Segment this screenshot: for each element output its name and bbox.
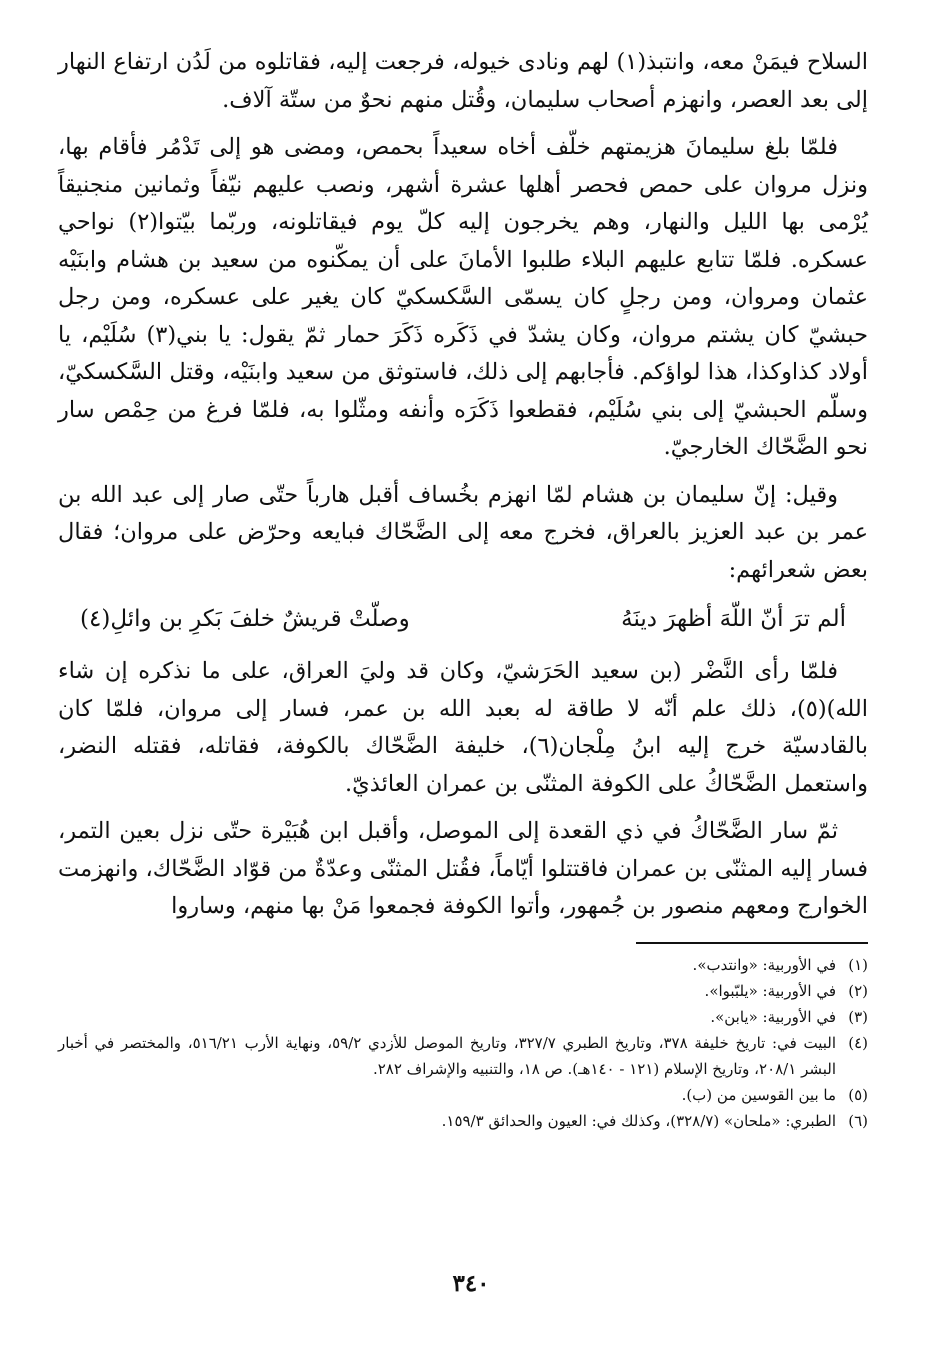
footnote-number: (٤) (848, 1033, 868, 1052)
verse-first-hemistich: ألم ترَ أنّ اللّهَ أظهرَ دينَهُ (621, 606, 846, 632)
paragraph-4: فلمّا رأى النَّضْر (بن سعيد الحَرَشيّ، وكان قد وليَ العراق، على ما نذكره إن شاء الله)(٥)، ذلك علم أنّه لا طاقة له بعبد الله بن عمر، فسار إلى مروان، فلمّا كان بالقادسيّة خرج إليه ابنُ مِلْجان(٦)، خليفة الضَّحّاك بالكوفة، فقاتله، فقتله النضر، واستعمل الضَّحّاكُ على الكوفة المثنّى بن عمران العائذيّ. (58, 658, 868, 797)
footnote-number: (٥) (848, 1085, 868, 1104)
verse-second-hemistich: وصلّتْ قريشٌ خلفَ بَكرِ بن وائلِ(٤) (80, 606, 410, 632)
footnote-number: (٣) (848, 1007, 868, 1026)
paragraph-2: فلمّا بلغ سليمانَ هزيمتهم خلّف أخاه سعيداً بحمص، ومضى هو إلى تَدْمُر فأقام بها، ونزل مروان على حمص فحصر أهلها عشرة أشهر، ونصب عليهم نيّفاً وثمانين منجنيقاً يُرْمى بها الليل والنهار، وهم يخرجون إليه كلّ يوم فيقاتلونه، وربّما بيّتوا(٢) نواحي عسكره. فلمّا تتابع عليهم البلاء طلبوا الأمانَ على أن يمكّنوه من سعيد بن هشام وابنَيْه عثمان ومروان، ومن رجلٍ كان يسمّى السَّكسكيّ كان يغير على عسكره، ومن رجل حبشيّ كان يشتم مروان، وكان يشدّ في ذَكَره ذَكَرَ حمار ثمّ يقول: يا بني(٣) سُلَيْم، يا أولاد كذاوكذا، هذا لواؤكم. فأجابهم إلى ذلك، فاستوثق من سعيد وابنَيْه، وقتل السَّكسكيّ، وسلّم الحبشيّ إلى بني سُلَيْم، فقطعوا ذَكَرَه وأنفه ومثّلوا به، فلمّا فرغ من حِمْص سار نحو الضَّحّاك الخارجيّ. (58, 134, 868, 460)
footnote-text: في الأوربية: «يابن». (710, 1007, 836, 1026)
footnote-1 (58, 952, 868, 978)
footnote-3 (58, 1004, 868, 1030)
poetry-verse (80, 599, 846, 639)
paragraph-5: ثمّ سار الضَّحّاكُ في ذي القعدة إلى الموصل، وأقبل ابن هُبَيْرة حتّى نزل بعين التمر، فسار إليه المثنّى بن عمران فاقتتلوا أيّاماً، فقُتل المثنّى وعدّةٌ من قوّاد الضَّحّاك، وانهزمت الخوارج ومعهم منصور بن جُمهور، وأتوا الكوفة فجمعوا مَنْ بها منهم، وساروا (58, 818, 868, 919)
paragraph-1: السلاح فيمَنْ معه، وانتبذ(١) لهم ونادى خيوله، فرجعت إليه، فقاتلوه من لَدُن ارتفاع النهار إلى بعد العصر، وانهزم أصحاب سليمان، وقُتل منهم نحوٌ من ستّة آلاف. (58, 49, 868, 113)
footnote-4 (58, 1030, 868, 1082)
footnote-number: (١) (848, 955, 868, 974)
paragraph-3: وقيل: إنّ سليمان بن هشام لمّا انهزم بخُساف أقبل هارباً حتّى صار إلى عبد الله بن عمر بن عبد العزيز بالعراق، فخرج معه إلى الضَّحّاك فبايعه وحرّض على مروان؛ فقال بعض شعرائهم: (58, 481, 868, 583)
footnotes (58, 952, 868, 1134)
footnote-text: في الأوربية: «وانتدب». (692, 955, 836, 974)
footnote-separator (636, 942, 868, 944)
footnote-text: الطبري: «ملحان» (٣٢٨/٧)، وكذلك في: العيون والحدائق ١٥٩/٣. (441, 1111, 836, 1130)
page-content (58, 44, 868, 1134)
footnote-number: (٢) (848, 981, 868, 1000)
footnote-text: في الأوربية: «يلبّبوا». (704, 981, 836, 1000)
page-number: ٣٤٠ (452, 1270, 490, 1297)
footnote-5 (58, 1082, 868, 1108)
footnote-2 (58, 978, 868, 1004)
footnote-number: (٦) (848, 1111, 868, 1130)
footnote-text: البيت في: تاريخ خليفة ٣٧٨، وتاريخ الطبري ٣٢٧/٧، وتاريخ الموصل للأزدي ٥٩/٢، ونهاية الأرب ٥١٦/٢١، والمختصر في أخبار البشر ٢٠٨/١، وتاريخ الإسلام (١٢١ - ١٤٠هـ). ص ١٨، والتنبيه والإشراف ٢٨٢. (58, 1033, 836, 1078)
footnote-6 (58, 1108, 868, 1134)
footnote-text: ما بين القوسين من (ب). (681, 1085, 836, 1104)
